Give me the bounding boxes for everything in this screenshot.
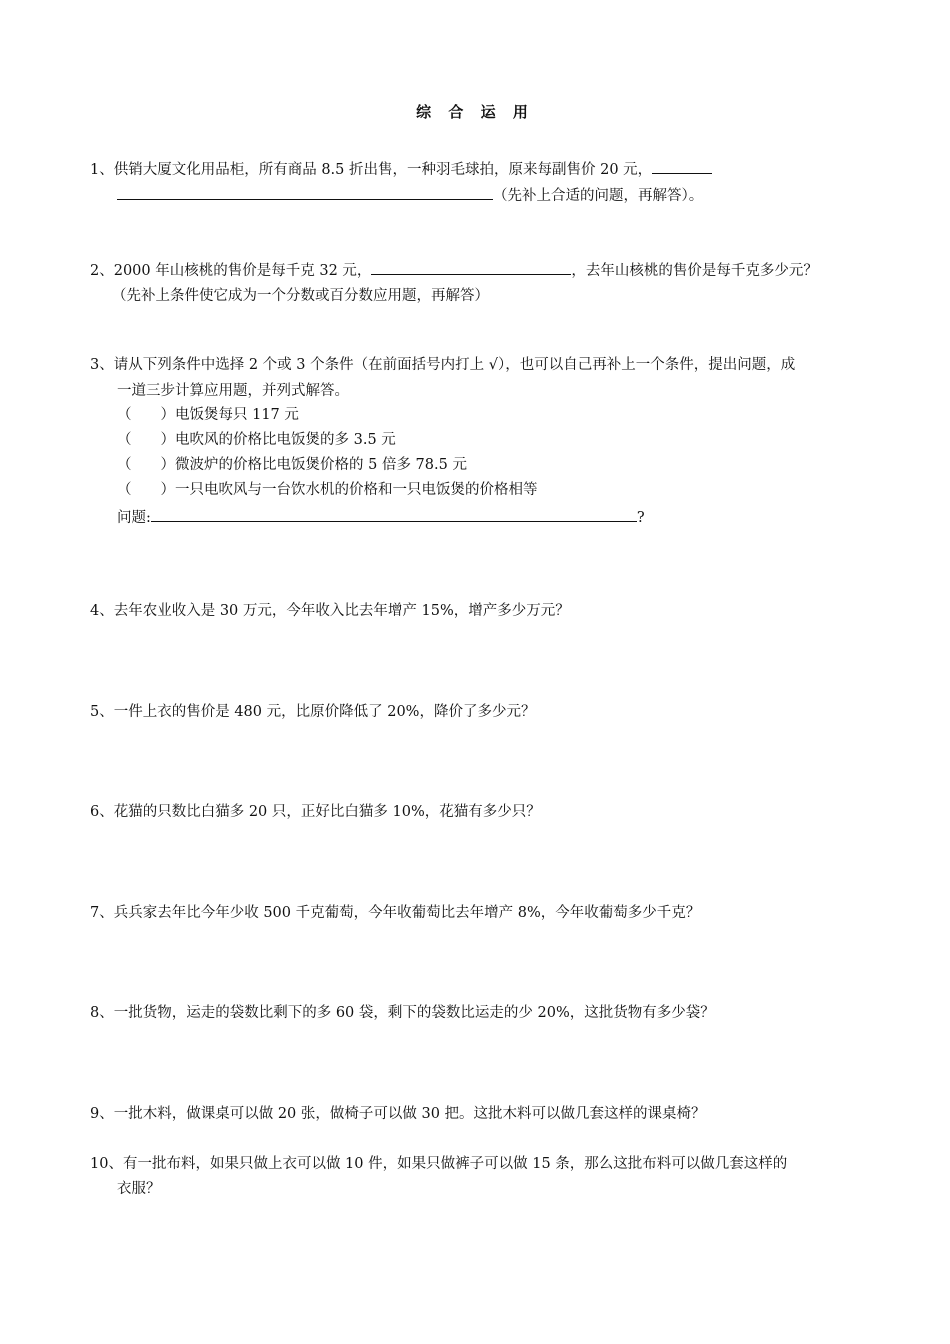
condition-option[interactable]: （ ）电吹风的价格比电饭煲的多 3.5 元 (117, 432, 396, 448)
condition-option[interactable]: （ ）微波炉的价格比电饭煲价格的 5 倍多 78.5 元 (117, 457, 467, 473)
question-4: 4、去年农业收入是 30 万元，今年收入比去年增产 15%，增产多少万元？ (90, 603, 570, 619)
question-3-text: 3、请从下列条件中选择 2 个或 3 个条件（在前面括号内打上 √），也可以自己再补上一个条件，提出问题，成 (90, 357, 796, 373)
question-3-text-cont: 一道三步计算应用题，并列式解答。 (117, 383, 349, 399)
question-2-text-suffix: ，去年山核桃的售价是每千克多少元？ (571, 263, 818, 279)
condition-option[interactable]: （ ）电饭煲每只 117 元 (117, 407, 299, 423)
question-8: 8、一批货物，运走的袋数比剩下的多 60 袋，剩下的袋数比运走的少 20%，这批货物有多少袋？ (90, 1005, 715, 1021)
question-5: 5、一件上衣的售价是 480 元，比原价降低了 20%，降价了多少元？ (90, 704, 536, 720)
question-7: 7、兵兵家去年比今年少收 500 千克葡萄，今年收葡萄比去年增产 8%，今年收葡萄多少千克？ (90, 905, 701, 921)
question-6: 6、花猫的只数比白猫多 20 只，正好比白猫多 10%，花猫有多少只？ (90, 804, 541, 820)
question-2-text-prefix: 2、2000 年山核桃的售价是每千克 32 元， (90, 263, 372, 279)
question-1-text: 1、供销大厦文化用品柜，所有商品 8.5 折出售，一种羽毛球拍，原来每副售价 20 元， (90, 162, 653, 178)
question-1-instruction: （先补上合适的问题，再解答）。 (493, 188, 704, 204)
answer-blank[interactable] (117, 183, 493, 200)
condition-option[interactable]: （ ）一只电吹风与一台饮水机的价格和一只电饭煲的价格相等 (117, 482, 538, 498)
question-label: 问题: (117, 510, 151, 526)
question-10-text: 10、有一批布料，如果只做上衣可以做 10 件，如果只做裤子可以做 15 条，那么这批布料可以做几套这样的 (90, 1156, 788, 1172)
question-2-instruction: （先补上条件使它成为一个分数或百分数应用题，再解答） (112, 288, 489, 304)
question-mark: ? (636, 510, 645, 526)
answer-blank[interactable] (151, 505, 637, 522)
answer-blank[interactable] (652, 157, 712, 174)
question-10-text-cont: 衣服？ (117, 1181, 161, 1197)
answer-blank[interactable] (371, 258, 571, 275)
page-title: 综 合 运 用 (416, 103, 534, 121)
question-9: 9、一批木料，做课桌可以做 20 张，做椅子可以做 30 把。这批木料可以做几套这样的课桌椅？ (90, 1106, 706, 1122)
